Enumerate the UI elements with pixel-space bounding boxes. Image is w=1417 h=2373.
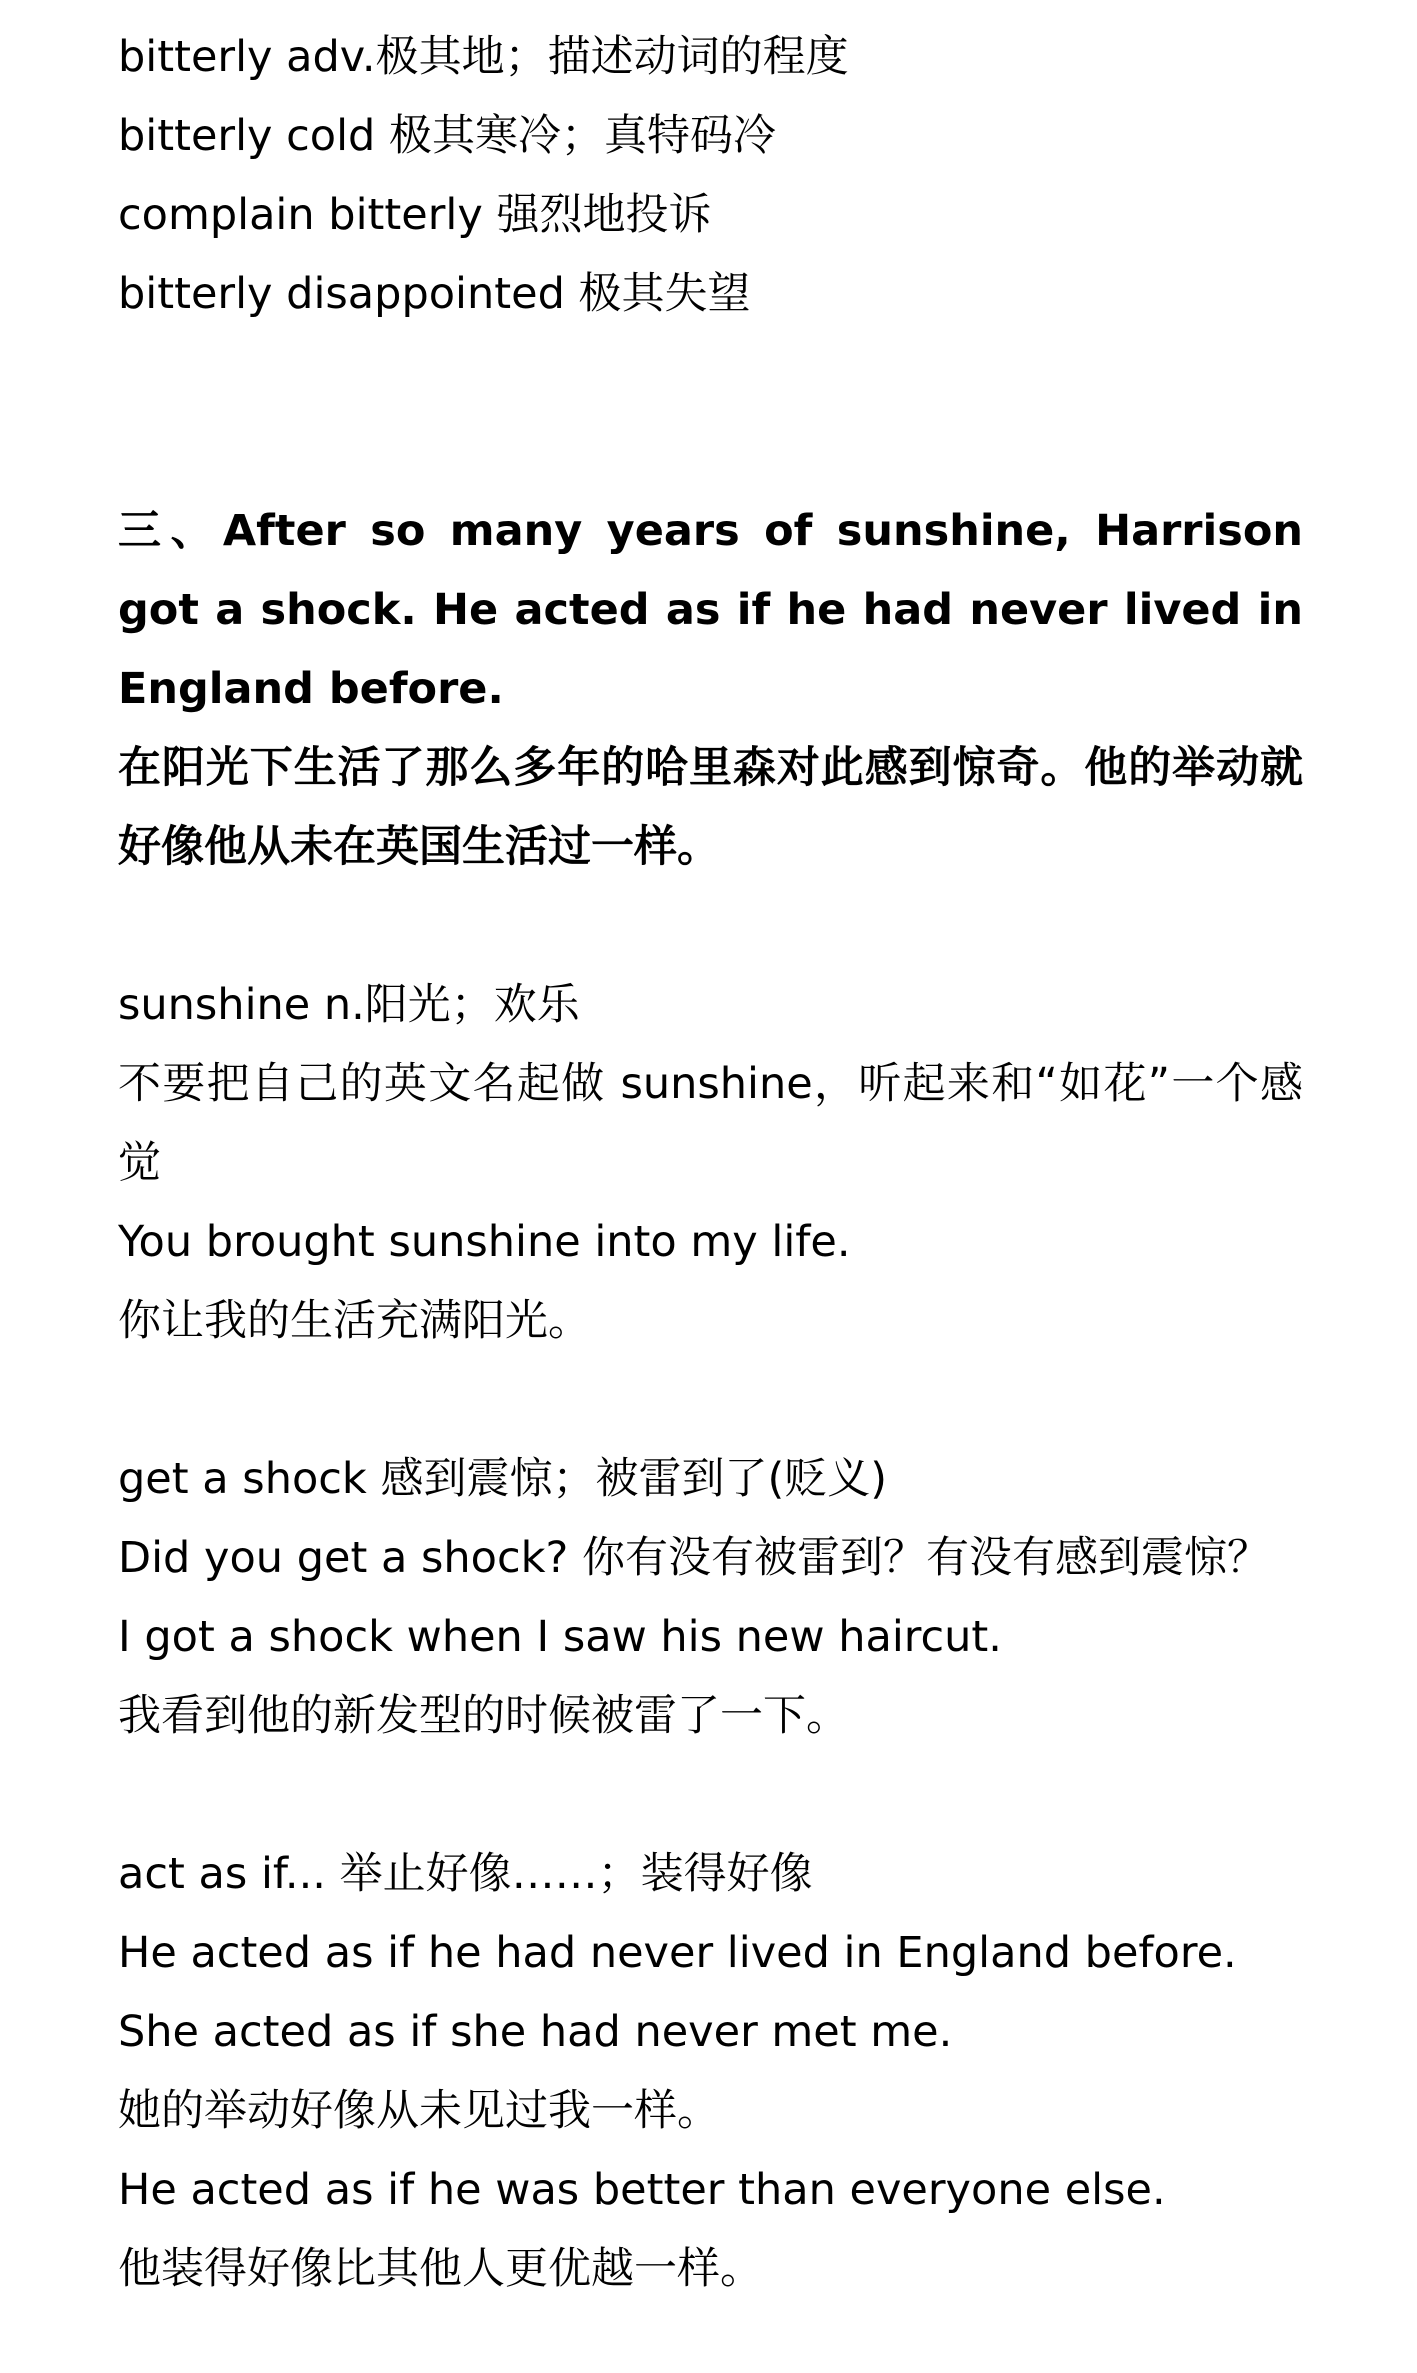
vocab-block-bitterly	[118, 18, 1303, 334]
example-bitterly-cold: bitterly cold 极其寒冷；真特码冷	[118, 111, 777, 161]
spacer	[118, 1361, 1303, 1440]
vocab-entry-bitterly: bitterly adv.极其地；描述动词的程度	[118, 32, 849, 82]
example-shock-zh: 我看到他的新发型的时候被雷了一下。	[118, 1691, 849, 1741]
note-sunshine: 不要把自己的英文名起做 sunshine，听起来和“如花”一个感觉	[118, 1059, 1303, 1188]
section-3	[118, 492, 1303, 887]
example-act-as-if-3-zh: 他装得好像比其他人更优越一样。	[118, 2244, 763, 2294]
spacer	[118, 1756, 1303, 1835]
example-complain-bitterly: complain bitterly 强烈地投诉	[118, 190, 712, 240]
example-act-as-if-1-en: He acted as if he had never lived in England before.	[118, 1928, 1237, 1978]
section-3-heading-zh: 在阳光下生活了那么多年的哈里森对此感到惊奇。他的举动就好像他从未在英国生活过一样。	[118, 743, 1303, 872]
example-act-as-if-2-zh: 她的举动好像从未见过我一样。	[118, 2086, 720, 2136]
vocab-block-act-as-if	[118, 1835, 1303, 2309]
section-3-heading-en: 三、After so many years of sunshine, Harrison got a shock. He acted as if he had never lived in England before.	[118, 506, 1303, 714]
example-sunshine-en: You brought sunshine into my life.	[118, 1217, 851, 1267]
document-page	[118, 18, 1303, 2309]
spacer	[118, 887, 1303, 966]
example-act-as-if-2-en: She acted as if she had never met me.	[118, 2007, 953, 2057]
example-act-as-if-3-en: He acted as if he was better than everyone else.	[118, 2165, 1166, 2215]
example-shock-en: I got a shock when I saw his new haircut.	[118, 1612, 1002, 1662]
example-sunshine-zh: 你让我的生活充满阳光。	[118, 1296, 591, 1346]
vocab-entry-sunshine: sunshine n.阳光；欢乐	[118, 980, 580, 1030]
vocab-block-get-a-shock	[118, 1440, 1303, 1756]
example-bitterly-disappointed: bitterly disappointed 极其失望	[118, 269, 751, 319]
vocab-block-sunshine	[118, 966, 1303, 1361]
vocab-entry-get-a-shock: get a shock 感到震惊；被雷到了(贬义)	[118, 1454, 888, 1504]
vocab-entry-act-as-if: act as if... 举止好像……；装得好像	[118, 1849, 813, 1899]
example-shock-question: Did you get a shock? 你有没有被雷到？有没有感到震惊？	[118, 1533, 1270, 1583]
spacer	[118, 334, 1303, 492]
